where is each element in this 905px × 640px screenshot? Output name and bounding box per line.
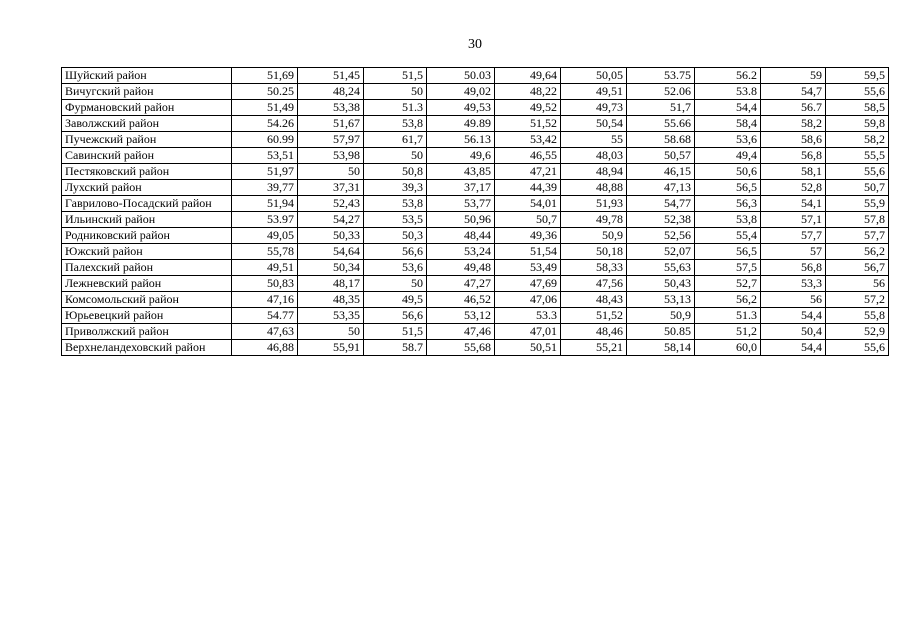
value-cell: 57 [761, 244, 826, 260]
value-cell: 51,52 [561, 308, 627, 324]
value-cell: 53,49 [495, 260, 561, 276]
value-cell: 53,42 [495, 132, 561, 148]
value-cell: 49,4 [695, 148, 761, 164]
value-cell: 47,13 [627, 180, 695, 196]
value-cell: 39,77 [232, 180, 298, 196]
value-cell: 54,4 [761, 308, 826, 324]
value-cell: 49,52 [495, 100, 561, 116]
value-cell: 48,22 [495, 84, 561, 100]
table-row [62, 244, 889, 260]
value-cell: 59 [761, 68, 826, 84]
value-cell: 48,44 [427, 228, 495, 244]
value-cell: 54,4 [695, 100, 761, 116]
value-cell: 56 [761, 292, 826, 308]
value-cell: 58,5 [826, 100, 889, 116]
value-cell: 56 [826, 276, 889, 292]
value-cell: 51,97 [232, 164, 298, 180]
value-cell: 52,7 [695, 276, 761, 292]
value-cell: 55,6 [826, 340, 889, 356]
value-cell: 55.66 [627, 116, 695, 132]
value-cell: 50,6 [695, 164, 761, 180]
value-cell: 53,6 [695, 132, 761, 148]
district-name-cell: Пестяковский район [62, 164, 232, 180]
value-cell: 57,5 [695, 260, 761, 276]
district-name-cell: Верхнеландеховский район [62, 340, 232, 356]
value-cell: 48,35 [298, 292, 364, 308]
value-cell: 54,1 [761, 196, 826, 212]
value-cell: 51,7 [627, 100, 695, 116]
value-cell: 53,8 [695, 212, 761, 228]
value-cell: 50,7 [495, 212, 561, 228]
value-cell: 57,7 [826, 228, 889, 244]
value-cell: 48,43 [561, 292, 627, 308]
value-cell: 53,13 [627, 292, 695, 308]
table-row [62, 212, 889, 228]
value-cell: 51,45 [298, 68, 364, 84]
value-cell: 52,38 [627, 212, 695, 228]
value-cell: 58.7 [364, 340, 427, 356]
value-cell: 61,7 [364, 132, 427, 148]
value-cell: 49,64 [495, 68, 561, 84]
district-name-cell: Фурмановский район [62, 100, 232, 116]
district-indicators-table [61, 67, 889, 356]
value-cell: 49,73 [561, 100, 627, 116]
value-cell: 50.85 [627, 324, 695, 340]
value-cell: 50,57 [627, 148, 695, 164]
value-cell: 53.3 [495, 308, 561, 324]
value-cell: 51,69 [232, 68, 298, 84]
value-cell: 56,2 [695, 292, 761, 308]
value-cell: 48,03 [561, 148, 627, 164]
value-cell: 55,63 [627, 260, 695, 276]
value-cell: 47,56 [561, 276, 627, 292]
value-cell: 46,88 [232, 340, 298, 356]
district-name-cell: Юрьевецкий район [62, 308, 232, 324]
value-cell: 54,7 [761, 84, 826, 100]
value-cell: 54,4 [761, 340, 826, 356]
value-cell: 55,6 [826, 164, 889, 180]
table-row [62, 68, 889, 84]
table-row [62, 100, 889, 116]
value-cell: 53,38 [298, 100, 364, 116]
table-row [62, 324, 889, 340]
value-cell: 58,2 [826, 132, 889, 148]
district-name-cell: Южский район [62, 244, 232, 260]
value-cell: 50 [298, 164, 364, 180]
value-cell: 55,9 [826, 196, 889, 212]
value-cell: 52,8 [761, 180, 826, 196]
value-cell: 50,83 [232, 276, 298, 292]
district-name-cell: Палехский район [62, 260, 232, 276]
value-cell: 50 [298, 324, 364, 340]
value-cell: 53.8 [695, 84, 761, 100]
district-name-cell: Гаврилово-Посадский район [62, 196, 232, 212]
value-cell: 49,05 [232, 228, 298, 244]
table-row [62, 132, 889, 148]
value-cell: 47,06 [495, 292, 561, 308]
table-row [62, 228, 889, 244]
value-cell: 37,17 [427, 180, 495, 196]
table-row [62, 84, 889, 100]
value-cell: 50,9 [627, 308, 695, 324]
value-cell: 48,88 [561, 180, 627, 196]
value-cell: 46,52 [427, 292, 495, 308]
value-cell: 39,3 [364, 180, 427, 196]
value-cell: 55,78 [232, 244, 298, 260]
value-cell: 56,7 [826, 260, 889, 276]
value-cell: 57,2 [826, 292, 889, 308]
value-cell: 50 [364, 148, 427, 164]
value-cell: 50,96 [427, 212, 495, 228]
value-cell: 53,6 [364, 260, 427, 276]
value-cell: 53,98 [298, 148, 364, 164]
value-cell: 47,01 [495, 324, 561, 340]
value-cell: 47,27 [427, 276, 495, 292]
value-cell: 53.75 [627, 68, 695, 84]
value-cell: 47,16 [232, 292, 298, 308]
value-cell: 51,54 [495, 244, 561, 260]
value-cell: 55,91 [298, 340, 364, 356]
value-cell: 44,39 [495, 180, 561, 196]
value-cell: 49,5 [364, 292, 427, 308]
value-cell: 50,4 [761, 324, 826, 340]
table-body [62, 68, 889, 356]
table-row [62, 116, 889, 132]
value-cell: 58,4 [695, 116, 761, 132]
value-cell: 53,8 [364, 116, 427, 132]
value-cell: 50.25 [232, 84, 298, 100]
value-cell: 55,5 [826, 148, 889, 164]
table-row [62, 340, 889, 356]
value-cell: 52,9 [826, 324, 889, 340]
value-cell: 57,1 [761, 212, 826, 228]
value-cell: 43,85 [427, 164, 495, 180]
table-row [62, 148, 889, 164]
value-cell: 56,2 [826, 244, 889, 260]
value-cell: 60,0 [695, 340, 761, 356]
value-cell: 53,3 [761, 276, 826, 292]
value-cell: 37,31 [298, 180, 364, 196]
value-cell: 55,68 [427, 340, 495, 356]
value-cell: 52,43 [298, 196, 364, 212]
value-cell: 49,36 [495, 228, 561, 244]
value-cell: 51.3 [364, 100, 427, 116]
page-number: 30 [468, 37, 482, 52]
value-cell: 54,27 [298, 212, 364, 228]
value-cell: 54,77 [627, 196, 695, 212]
value-cell: 49.89 [427, 116, 495, 132]
value-cell: 56,5 [695, 244, 761, 260]
district-name-cell: Приволжский район [62, 324, 232, 340]
district-name-cell: Шуйский район [62, 68, 232, 84]
value-cell: 46,55 [495, 148, 561, 164]
value-cell: 49,6 [427, 148, 495, 164]
value-cell: 55,8 [826, 308, 889, 324]
value-cell: 50,8 [364, 164, 427, 180]
value-cell: 52,56 [627, 228, 695, 244]
value-cell: 50,54 [561, 116, 627, 132]
value-cell: 48,17 [298, 276, 364, 292]
district-name-cell: Пучежский район [62, 132, 232, 148]
value-cell: 56,3 [695, 196, 761, 212]
value-cell: 53,24 [427, 244, 495, 260]
table-row [62, 308, 889, 324]
value-cell: 57,97 [298, 132, 364, 148]
district-name-cell: Ильинский район [62, 212, 232, 228]
value-cell: 53,35 [298, 308, 364, 324]
value-cell: 58,33 [561, 260, 627, 276]
value-cell: 58,6 [761, 132, 826, 148]
value-cell: 57,8 [826, 212, 889, 228]
value-cell: 51,52 [495, 116, 561, 132]
value-cell: 53,77 [427, 196, 495, 212]
value-cell: 54,01 [495, 196, 561, 212]
value-cell: 51.3 [695, 308, 761, 324]
district-name-cell: Вичугский район [62, 84, 232, 100]
value-cell: 51,5 [364, 324, 427, 340]
value-cell: 51,2 [695, 324, 761, 340]
table-row [62, 180, 889, 196]
district-name-cell: Савинский район [62, 148, 232, 164]
value-cell: 59,8 [826, 116, 889, 132]
value-cell: 55 [561, 132, 627, 148]
district-name-cell: Заволжский район [62, 116, 232, 132]
value-cell: 49,78 [561, 212, 627, 228]
table-row [62, 276, 889, 292]
table-row [62, 196, 889, 212]
district-name-cell: Лежневский район [62, 276, 232, 292]
table-row [62, 292, 889, 308]
value-cell: 50,18 [561, 244, 627, 260]
value-cell: 53,51 [232, 148, 298, 164]
district-name-cell: Комсомольский район [62, 292, 232, 308]
value-cell: 58.68 [627, 132, 695, 148]
value-cell: 47,63 [232, 324, 298, 340]
value-cell: 53,8 [364, 196, 427, 212]
value-cell: 53,5 [364, 212, 427, 228]
value-cell: 47,21 [495, 164, 561, 180]
value-cell: 51,5 [364, 68, 427, 84]
value-cell: 54,64 [298, 244, 364, 260]
value-cell: 56,8 [761, 260, 826, 276]
value-cell: 50,33 [298, 228, 364, 244]
value-cell: 50,05 [561, 68, 627, 84]
value-cell: 56,5 [695, 180, 761, 196]
value-cell: 56.7 [761, 100, 826, 116]
value-cell: 53,12 [427, 308, 495, 324]
value-cell: 49,53 [427, 100, 495, 116]
value-cell: 48,94 [561, 164, 627, 180]
value-cell: 55,6 [826, 84, 889, 100]
value-cell: 51,67 [298, 116, 364, 132]
table-row [62, 260, 889, 276]
value-cell: 50.03 [427, 68, 495, 84]
value-cell: 50 [364, 84, 427, 100]
value-cell: 58,1 [761, 164, 826, 180]
value-cell: 50,7 [826, 180, 889, 196]
value-cell: 59,5 [826, 68, 889, 84]
value-cell: 55,21 [561, 340, 627, 356]
table-row [62, 164, 889, 180]
value-cell: 52.06 [627, 84, 695, 100]
value-cell: 47,46 [427, 324, 495, 340]
value-cell: 50,51 [495, 340, 561, 356]
value-cell: 50,34 [298, 260, 364, 276]
value-cell: 49,48 [427, 260, 495, 276]
value-cell: 58,14 [627, 340, 695, 356]
value-cell: 52,07 [627, 244, 695, 260]
value-cell: 56.13 [427, 132, 495, 148]
value-cell: 51,49 [232, 100, 298, 116]
value-cell: 53.97 [232, 212, 298, 228]
value-cell: 50,43 [627, 276, 695, 292]
value-cell: 49,51 [232, 260, 298, 276]
value-cell: 51,94 [232, 196, 298, 212]
value-cell: 55,4 [695, 228, 761, 244]
value-cell: 57,7 [761, 228, 826, 244]
value-cell: 54.77 [232, 308, 298, 324]
district-name-cell: Лухский район [62, 180, 232, 196]
value-cell: 56.2 [695, 68, 761, 84]
value-cell: 51,93 [561, 196, 627, 212]
value-cell: 49,51 [561, 84, 627, 100]
value-cell: 48,46 [561, 324, 627, 340]
value-cell: 56,8 [761, 148, 826, 164]
value-cell: 50,3 [364, 228, 427, 244]
value-cell: 47,69 [495, 276, 561, 292]
value-cell: 58,2 [761, 116, 826, 132]
value-cell: 56,6 [364, 308, 427, 324]
value-cell: 48,24 [298, 84, 364, 100]
district-name-cell: Родниковский район [62, 228, 232, 244]
value-cell: 54.26 [232, 116, 298, 132]
value-cell: 60.99 [232, 132, 298, 148]
value-cell: 50 [364, 276, 427, 292]
value-cell: 56,6 [364, 244, 427, 260]
value-cell: 46,15 [627, 164, 695, 180]
value-cell: 49,02 [427, 84, 495, 100]
value-cell: 50,9 [561, 228, 627, 244]
